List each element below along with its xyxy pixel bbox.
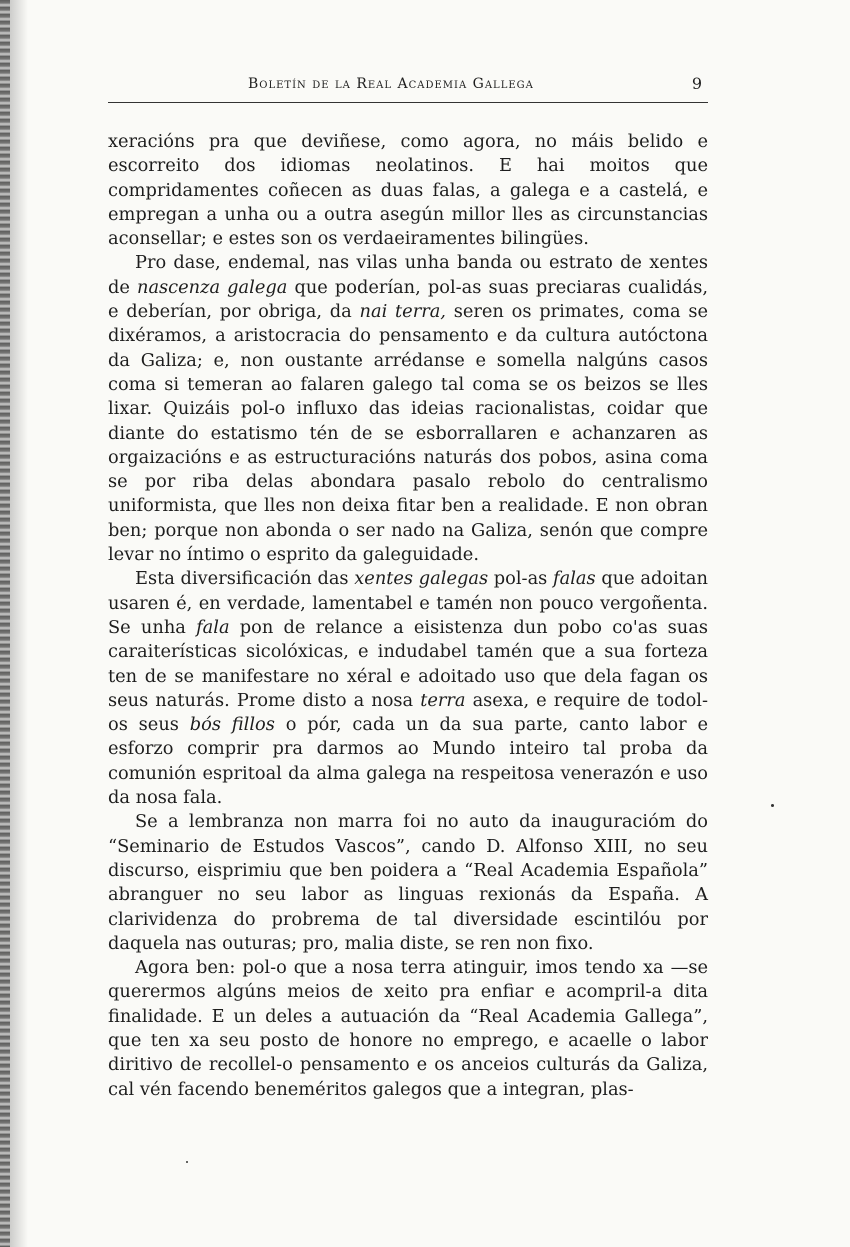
text-segment: pon de relance a eisistenza dun pobo co'as suas caraiterísticas sicolóxicas, e indudabel tamén que a sua forteza ten de se manifestare no xéral e adoitado uso que dela fagan os seus naturás. Prome disto a nosa [108, 616, 708, 711]
ink-speck [771, 804, 774, 807]
italic-text-segment: fala [196, 616, 230, 638]
italic-text-segment: nai terra, [359, 301, 446, 323]
paragraph [108, 810, 708, 956]
text-segment: o pór, cada un da sua parte, canto labor e esforzo comprir pra darmos ao Mundo inteiro tal proba da comunión espritoal da alma galega na respeitosa venerazón e uso da nosa fala. [108, 714, 708, 809]
text-segment: seren os primates, coma se dixéramos, a aristocracia do pensamento e da cultura autóctona da Galiza; e, non oustante arrédanse e somella nalgúns casos coma si temeran ao falaren galego tal coma se os beizos se lles lixar. Quizáis pol-o influxo das ideias racionalistas, coidar que diante do estatismo tén de se esborrallaren e achanzaren as orgaizacións e as estructuracións naturás dos pobos, asina coma se por riba delas abondara pasalo rebolo do centralismo uniformista, que lles non deixa fitar ben a realidade. E non obran ben; porque non abonda o ser nado na Galiza, senón que compre levar no íntimo o esprito da galeguidade. [108, 301, 708, 566]
italic-text-segment: falas [553, 568, 596, 590]
paragraph [108, 251, 708, 567]
text-segment: Se a lembranza non marra foi no auto da inauguracióm do “Seminario de Estudos Vascos”, cando D. Alfonso XIII, no seu discurso, eisprimiu que ben poidera a “Real Academia Española” abranguer no seu labor as linguas rexionás da España. A clarividenza do probrema de tal diversidade escintilóu por daquela nas outuras; pro, malia diste, se ren non fixo. [108, 811, 708, 954]
italic-text-segment: nascenza galega [137, 276, 288, 298]
binding-edge [0, 0, 10, 1247]
text-segment: Agora ben: pol-o que a nosa terra atinguir, imos tendo xa —se querermos algúns meios de xeito pra enfiar e acompril-a dita finalidade. E un deles a autuación da “Real Academia Gallega”, que ten xa seu posto de honore no emprego, e acaelle o labor diritivo de recollel-o pensamento e os anceios culturás da Galiza, cal vén facendo beneméritos galegos que a integran, plas- [108, 957, 708, 1100]
text-segment: que poderían, pol-as suas preciaras cualidás, e deberían, por obriga, da [108, 276, 708, 323]
ink-speck [186, 1161, 188, 1163]
running-head [108, 72, 708, 103]
text-segment: pol-as [488, 568, 554, 590]
running-title: Boletín de la Real Academia Gallega [248, 76, 534, 92]
binding-shadow [10, 0, 28, 1247]
paragraph [108, 130, 708, 251]
text-segment: asexa, e require de todol-os seus [108, 689, 709, 736]
text-segment: que adoitan usaren é, en verdade, lamentabel e tamén non pouco vergoñenta. Se unha [108, 568, 708, 638]
paragraph [108, 567, 708, 810]
italic-text-segment: xentes galegas [354, 568, 489, 590]
body-text [108, 130, 708, 1102]
italic-text-segment: bós fillos [189, 714, 275, 736]
text-segment: Esta diversificación das [135, 568, 355, 590]
page-number: 9 [691, 74, 702, 93]
paragraph [108, 956, 708, 1102]
text-segment: Pro dase, endemal, nas vilas unha banda ou estrato de xentes de [108, 252, 708, 298]
text-segment: xeracións pra que deviñese, como agora, no máis belido e escorreito dos idiomas neolatinos. E hai moitos que compridamentes coñecen as duas falas, a galega e a castelá, e empregan a unha ou a outra asegún millor lles as circunstancias aconsellar; e estes son os verdaeiramentes bilingües. [108, 131, 708, 250]
italic-text-segment: terra [420, 689, 466, 711]
